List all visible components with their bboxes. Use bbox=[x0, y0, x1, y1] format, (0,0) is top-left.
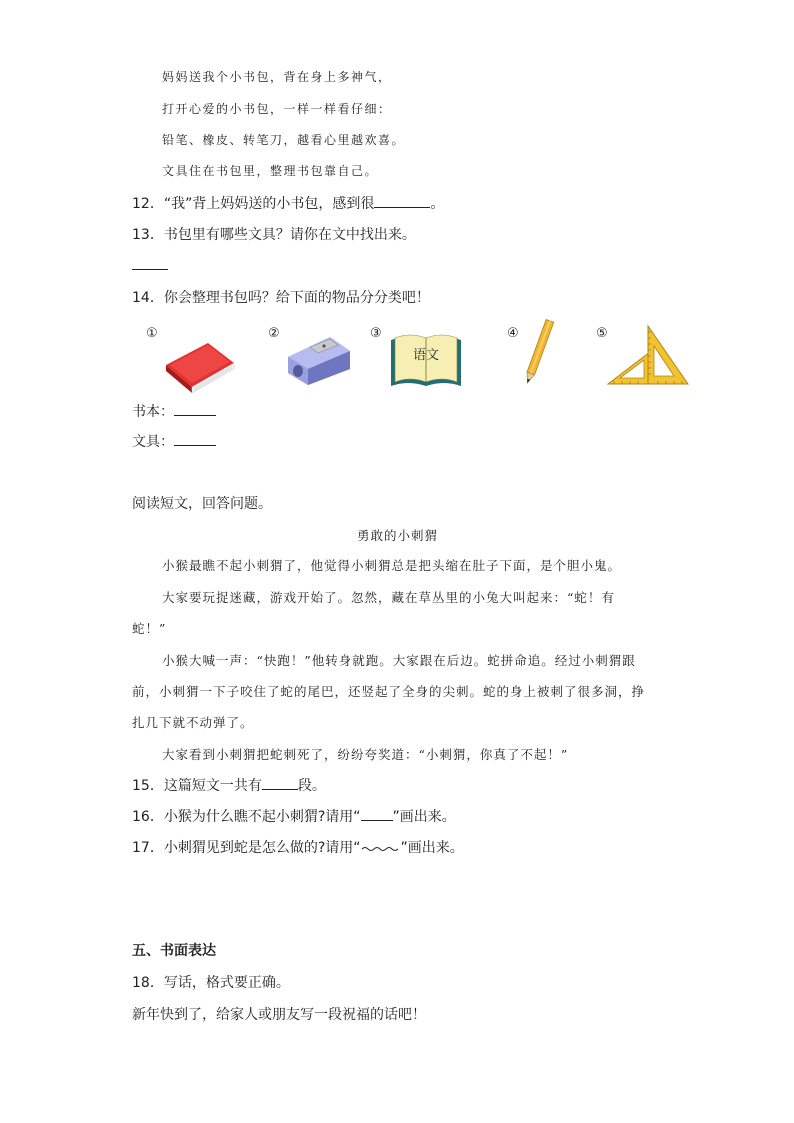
question-12 bbox=[132, 193, 444, 213]
story-line-3: 蛇！” bbox=[132, 621, 167, 636]
poem-line-2: 打开心爱的小书包，一样一样看仔细： bbox=[162, 102, 392, 116]
question-13: 13．书包里有哪些文具？请你在文中找出来。 bbox=[132, 227, 416, 243]
red-book-icon bbox=[160, 335, 238, 393]
books-label: 书本： bbox=[132, 404, 174, 420]
question-15 bbox=[132, 775, 326, 795]
question-15-text: 15．这篇短文一共有 bbox=[132, 778, 262, 794]
poem-line-3: 铅笔、橡皮、转笔刀，越看心里越欢喜。 bbox=[162, 133, 406, 147]
item-number-5: ⑤ bbox=[596, 326, 608, 341]
pencil-sharpener-icon bbox=[284, 327, 354, 387]
question-12-text: 12．“我”背上妈妈送的小书包，感到很 bbox=[132, 196, 375, 212]
poem-line-1: 妈妈送我个小书包，背在身上多神气， bbox=[162, 70, 392, 84]
question-17-text: 17．小刺猬见到蛇是怎么做的?请用“ bbox=[132, 840, 361, 856]
stationery-classification bbox=[132, 431, 216, 451]
story-line-4: 小猴大喊一声：“快跑！”他转身就跑。大家跟在后边。蛇拼命追。经过小刺猬跟 bbox=[162, 653, 636, 668]
story-title: 勇敢的小刺猬 bbox=[357, 528, 439, 543]
question-16 bbox=[132, 806, 456, 826]
question-14: 14．你会整理书包吗？给下面的物品分分类吧！ bbox=[132, 290, 430, 306]
question-16-text: 16．小猴为什么瞧不起小刺猬?请用“ bbox=[132, 809, 361, 825]
question-18-prompt: 新年快到了，给家人或朋友写一段祝福的话吧！ bbox=[132, 1007, 426, 1023]
books-answer-blank[interactable] bbox=[174, 401, 216, 416]
straight-line-mark bbox=[361, 806, 393, 821]
chinese-textbook-icon bbox=[388, 330, 464, 390]
story-line-1: 小猴最瞧不起小刺猬了，他觉得小刺猬总是把头缩在肚子下面，是个胆小鬼。 bbox=[162, 558, 622, 573]
poem-line-4: 文具住在书包里，整理书包靠自己。 bbox=[162, 164, 379, 178]
triangle-ruler-icon bbox=[604, 322, 692, 388]
item-number-1: ① bbox=[146, 326, 158, 341]
item-number-4: ④ bbox=[507, 326, 519, 341]
books-classification bbox=[132, 401, 216, 421]
story-line-7: 大家看到小刺猬把蛇刺死了，纷纷夸奖道：“小刺猬，你真了不起！” bbox=[162, 747, 569, 762]
question-16-suffix: ”画出来。 bbox=[392, 809, 456, 825]
story-line-5: 前，小刺猬一下子咬住了蛇的尾巴，还竖起了全身的尖刺。蛇的身上被刺了很多洞，挣 bbox=[132, 684, 646, 699]
reading-intro: 阅读短文，回答问题。 bbox=[132, 496, 272, 512]
wavy-line-mark bbox=[361, 838, 401, 852]
question-18: 18．写话，格式要正确。 bbox=[132, 975, 290, 991]
textbook-label: 语文 bbox=[412, 348, 440, 363]
question-17 bbox=[132, 837, 464, 857]
item-number-2: ② bbox=[268, 326, 280, 341]
pencil-icon bbox=[522, 313, 556, 389]
stationery-answer-blank[interactable] bbox=[174, 431, 216, 446]
answer-blank-13[interactable] bbox=[132, 269, 168, 270]
story-line-6: 扎几下就不动弹了。 bbox=[132, 715, 254, 730]
answer-blank-12[interactable] bbox=[374, 193, 430, 208]
item-number-3: ③ bbox=[370, 326, 382, 341]
story-line-2: 大家要玩捉迷藏，游戏开始了。忽然，藏在草丛里的小兔大叫起来：“蛇！有 bbox=[162, 590, 615, 605]
stationery-label: 文具： bbox=[132, 434, 174, 450]
question-12-suffix: 。 bbox=[430, 196, 445, 212]
answer-blank-15[interactable] bbox=[262, 775, 298, 790]
question-15-suffix: 段。 bbox=[297, 778, 326, 794]
section-5-title: 五、书面表达 bbox=[132, 943, 216, 959]
question-17-suffix: ”画出来。 bbox=[400, 840, 464, 856]
